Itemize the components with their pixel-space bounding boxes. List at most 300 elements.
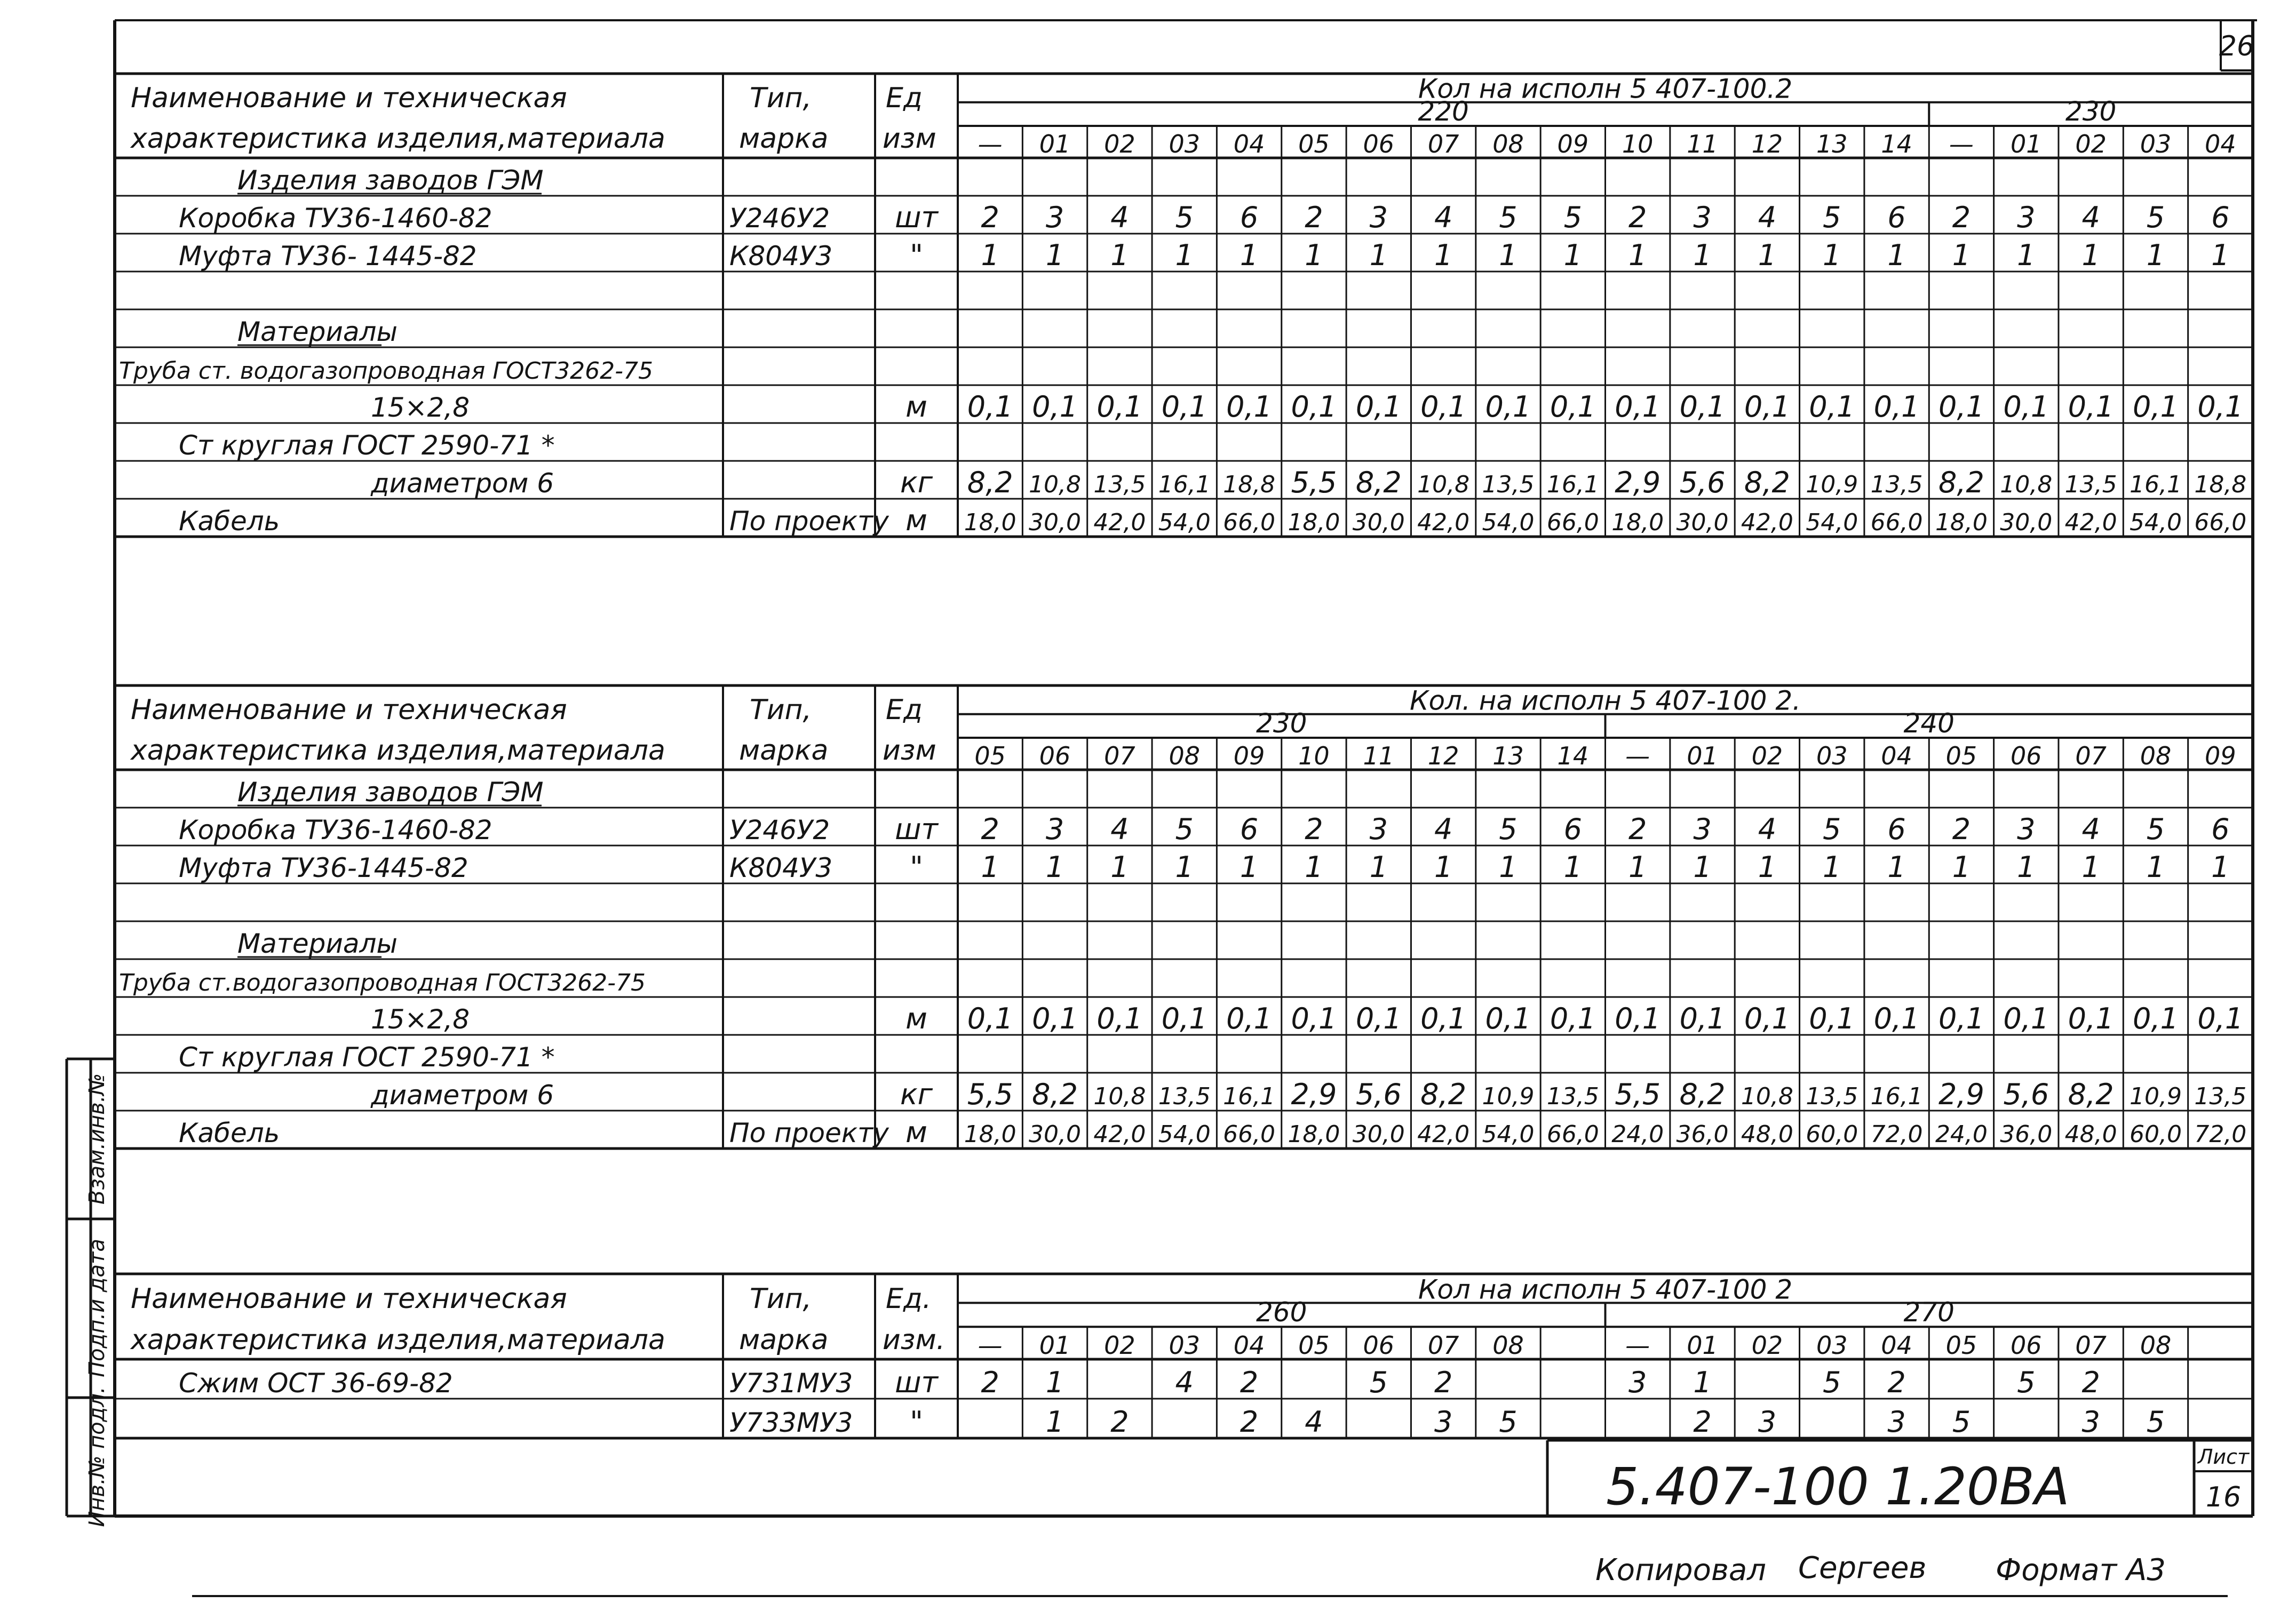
- table-cell: 3: [2017, 201, 2036, 234]
- row-unit: м: [905, 504, 927, 537]
- table-cell: 4: [1434, 201, 1453, 234]
- row-type: У733МУ3: [729, 1407, 853, 1438]
- table-cell: 1: [2082, 850, 2100, 884]
- table-cell: 5: [1369, 1366, 1388, 1399]
- table-cell: 2,9: [1291, 1078, 1337, 1111]
- subcol-label: 01: [1039, 130, 1071, 158]
- subcol-label: 05: [1298, 1331, 1330, 1360]
- row-unit: шт: [895, 1366, 938, 1399]
- table-cell: 0,1: [1226, 1002, 1273, 1035]
- table-cell: 0,1: [1938, 1002, 1984, 1035]
- table-cell: 3: [1369, 812, 1388, 846]
- row-type: У246У2: [729, 815, 830, 846]
- table-cell: 18,0: [1611, 509, 1664, 536]
- subcol-label: 08: [1169, 741, 1200, 770]
- group-label: 220: [1418, 95, 1469, 127]
- subcol-label: 01: [1687, 741, 1718, 770]
- table-cell: 3: [1887, 1405, 1906, 1439]
- table-cell: 4: [2082, 812, 2100, 846]
- table-cell: 54,0: [1482, 1121, 1535, 1148]
- table-cell: 72,0: [1870, 1121, 1923, 1148]
- table-cell: 5,5: [1615, 1078, 1661, 1111]
- table-cell: 2: [981, 1366, 999, 1399]
- table-cell: 2: [981, 201, 999, 234]
- subcol-label: 06: [1039, 741, 1071, 770]
- footer-signature: Сергеев: [1798, 1551, 1927, 1585]
- table-cell: 30,0: [1352, 509, 1405, 536]
- table-cell: 8,2: [1420, 1078, 1467, 1111]
- table-cell: 2: [1628, 201, 1647, 234]
- header-unit-line2: изм: [883, 123, 936, 155]
- table-spec-230-240: [115, 685, 2253, 1149]
- table-cell: 1: [1110, 238, 1129, 272]
- table-cell: 1: [1758, 850, 1777, 884]
- subcol-label: 01: [2011, 130, 2042, 158]
- table-cell: 16,1: [1546, 471, 1599, 498]
- table-cell: 16,1: [1870, 1083, 1923, 1110]
- table-cell: 5: [1823, 201, 1841, 234]
- sheet-label: Лист: [2197, 1445, 2250, 1469]
- table-cell: 0,1: [1873, 1002, 1920, 1035]
- subcol-label: 07: [2075, 741, 2107, 770]
- table-cell: 8,2: [1938, 466, 1984, 499]
- header-name-line2: характеристика изделия,материала: [131, 735, 665, 767]
- table-cell: 0,1: [2068, 1002, 2114, 1035]
- table-cell: 24,0: [1935, 1121, 1988, 1148]
- subcol-label: 01: [1687, 1331, 1718, 1360]
- table-cell: 36,0: [1676, 1121, 1729, 1148]
- subcol-label: 06: [2011, 1331, 2042, 1360]
- table-cell: 10,9: [1482, 1083, 1535, 1110]
- footer-copied: Копировал: [1595, 1553, 1766, 1588]
- row-type: По проекту: [729, 506, 889, 537]
- row-name: Коробка ТУ36-1460-82: [179, 815, 492, 846]
- subcol-label: 12: [1751, 130, 1783, 158]
- subcol-label: 04: [1233, 1331, 1265, 1360]
- row-name: Коробка ТУ36-1460-82: [179, 203, 492, 234]
- table-cell: 0,1: [1550, 1002, 1596, 1035]
- table-cell: 2: [1887, 1366, 1906, 1399]
- table-cell: 0,1: [967, 390, 1013, 424]
- subcol-label: 08: [1492, 130, 1524, 158]
- table-cell: 8,2: [1679, 1078, 1726, 1111]
- table-cell: 1: [1369, 850, 1388, 884]
- table-cell: 0,1: [1291, 390, 1337, 424]
- table-cell: 5: [2017, 1366, 2036, 1399]
- subcol-label: 02: [1104, 130, 1135, 158]
- table-cell: 5,5: [967, 1078, 1013, 1111]
- row-unit: ": [910, 1405, 923, 1439]
- header-name-line1: Наименование и техническая: [131, 694, 567, 727]
- table-cell: 42,0: [1093, 509, 1146, 536]
- header-unit-line1: Ед: [886, 82, 923, 115]
- table-cell: 2,9: [1938, 1078, 1984, 1111]
- group-label: 260: [1256, 1297, 1307, 1328]
- table-cell: 18,0: [964, 1121, 1016, 1148]
- subcol-label: 07: [1427, 130, 1459, 158]
- table-cell: 0,1: [1485, 1002, 1531, 1035]
- table-cell: 66,0: [2194, 509, 2247, 536]
- row-unit: ": [910, 238, 923, 272]
- header-name-line1: Наименование и техническая: [131, 82, 567, 115]
- subcol-label: 05: [974, 741, 1006, 770]
- row-name: Муфта ТУ36-1445-82: [179, 852, 468, 883]
- table-cell: 42,0: [1417, 1121, 1470, 1148]
- table-cell: 2: [1110, 1405, 1129, 1439]
- table-cell: 0,1: [1550, 390, 1596, 424]
- table-cell: 0,1: [1679, 390, 1726, 424]
- table-cell: 30,0: [1352, 1121, 1405, 1148]
- table-cell: 5,6: [1355, 1078, 1402, 1111]
- table-cell: 0,1: [1485, 390, 1531, 424]
- table-cell: 13,5: [1806, 1083, 1858, 1110]
- table-cell: 4: [2082, 201, 2100, 234]
- table-cell: 1: [981, 238, 999, 272]
- subcol-label: 04: [1881, 741, 1912, 770]
- subcol-label: 07: [1427, 1331, 1459, 1360]
- group-label: 230: [2065, 95, 2117, 127]
- table-cell: 66,0: [1546, 1121, 1599, 1148]
- table-cell: 8,2: [967, 466, 1013, 499]
- table-cell: 1: [2211, 850, 2230, 884]
- table-cell: 0,1: [2133, 390, 2179, 424]
- table-cell: 1: [1563, 238, 1583, 272]
- table-cell: 13,5: [1158, 1083, 1211, 1110]
- table-cell: 5: [2146, 1405, 2165, 1439]
- table-cell: 5: [1823, 812, 1841, 846]
- table-cell: 1: [1499, 238, 1518, 272]
- header-type-line1: Тип,: [750, 82, 812, 115]
- table-cell: 1: [1887, 850, 1906, 884]
- subcol-label: 03: [1816, 741, 1848, 770]
- header-unit-line1: Ед.: [886, 1283, 932, 1315]
- table-cell: 1: [2017, 238, 2036, 272]
- row-name: Кабель: [179, 506, 280, 537]
- table-cell: 0,1: [1938, 390, 1984, 424]
- table-cell: 10,9: [1806, 471, 1858, 498]
- table-cell: 4: [1110, 812, 1129, 846]
- table-cell: 66,0: [1870, 509, 1923, 536]
- table-cell: 54,0: [1158, 1121, 1211, 1148]
- row-name: 15×2,8: [371, 392, 470, 423]
- subcol-label: 09: [1557, 130, 1589, 158]
- table-cell: 0,1: [2003, 1002, 2049, 1035]
- table-cell: 5,6: [1679, 466, 1726, 499]
- table-cell: 18,8: [1223, 471, 1276, 498]
- row-unit: шт: [895, 201, 938, 234]
- table-cell: 66,0: [1223, 509, 1276, 536]
- subcol-label: 08: [2140, 1331, 2172, 1360]
- subcol-label: 11: [1687, 130, 1718, 158]
- table-cell: 18,0: [1288, 509, 1340, 536]
- subcol-label: 07: [2075, 1331, 2107, 1360]
- table-cell: 5: [1952, 1405, 1971, 1439]
- table-cell: 5,5: [1291, 466, 1337, 499]
- table-cell: 0,1: [1615, 1002, 1661, 1035]
- header-qty-title: Кол. на исполн 5 407-100 2.: [1409, 685, 1801, 716]
- row-unit: ": [910, 850, 923, 884]
- table-cell: 30,0: [1029, 1121, 1082, 1148]
- table-cell: 1: [2211, 238, 2230, 272]
- subcol-label: 06: [1363, 130, 1395, 158]
- table-cell: 5: [1499, 201, 1518, 234]
- table-cell: 0,1: [2003, 390, 2049, 424]
- table-cell: 1: [1369, 238, 1388, 272]
- table-cell: 5: [1499, 1405, 1518, 1439]
- table-cell: 3: [2082, 1405, 2100, 1439]
- sheet-number: 16: [2205, 1481, 2242, 1513]
- table-cell: 0,1: [1615, 390, 1661, 424]
- table-cell: 1: [1693, 238, 1712, 272]
- header-unit-line2: изм.: [883, 1323, 946, 1356]
- table-cell: 1: [1563, 850, 1583, 884]
- table-cell: 3: [1369, 201, 1388, 234]
- table-cell: 0,1: [2133, 1002, 2179, 1035]
- subcol-label: —: [1949, 130, 1974, 158]
- subcol-label: 02: [1104, 1331, 1135, 1360]
- table-cell: 2: [1952, 201, 1971, 234]
- table-cell: 42,0: [1093, 1121, 1146, 1148]
- table-cell: 1: [1693, 850, 1712, 884]
- table-cell: 0,1: [1161, 390, 1207, 424]
- table-cell: 13,5: [1870, 471, 1923, 498]
- table-cell: 1: [2017, 850, 2036, 884]
- table-cell: 1: [1305, 850, 1323, 884]
- footer-format: Формат А3: [1996, 1553, 2166, 1588]
- table-cell: 10,8: [1093, 1083, 1146, 1110]
- table-cell: 0,1: [2197, 390, 2244, 424]
- table-cell: 1: [2082, 238, 2100, 272]
- row-name: Ст круглая ГОСТ 2590-71 *: [179, 1042, 555, 1073]
- table-cell: 13,5: [1546, 1083, 1599, 1110]
- table-cell: 2: [1305, 201, 1323, 234]
- table-cell: 6: [1887, 201, 1906, 234]
- table-cell: 72,0: [2194, 1121, 2247, 1148]
- subcol-label: 14: [1881, 130, 1912, 158]
- table-cell: 1: [1045, 1405, 1064, 1439]
- row-name: Сжим ОСТ 36-69-82: [179, 1368, 453, 1399]
- table-cell: 66,0: [1223, 1121, 1276, 1148]
- table-cell: 3: [1693, 201, 1712, 234]
- row-name: диаметром 6: [371, 468, 554, 499]
- row-type: У246У2: [729, 203, 830, 234]
- table-cell: 8,2: [1032, 1078, 1078, 1111]
- table-cell: 42,0: [1417, 509, 1470, 536]
- table-cell: 0,1: [1226, 390, 1273, 424]
- group-label: 240: [1903, 707, 1955, 739]
- subcol-label: 08: [2140, 741, 2172, 770]
- table-cell: 4: [1305, 1405, 1323, 1439]
- table-cell: 0,1: [1809, 390, 1855, 424]
- subcol-label: 03: [2140, 130, 2172, 158]
- table-cell: 10,8: [1417, 471, 1470, 498]
- table-cell: 1: [1628, 238, 1647, 272]
- table-cell: 8,2: [1355, 466, 1402, 499]
- table-cell: 1: [1240, 850, 1259, 884]
- subcol-label: 14: [1557, 741, 1589, 770]
- row-name: Ст круглая ГОСТ 2590-71 *: [179, 430, 555, 461]
- table-cell: 42,0: [1741, 509, 1793, 536]
- row-name: Изделия заводов ГЭМ: [237, 777, 544, 808]
- table-cell: 2: [1434, 1366, 1453, 1399]
- table-cell: 1: [2146, 850, 2165, 884]
- table-cell: 3: [2017, 812, 2036, 846]
- subcol-label: 05: [1945, 741, 1977, 770]
- row-name: Материалы: [237, 316, 398, 347]
- row-unit: м: [905, 1115, 927, 1149]
- table-cell: 5: [1175, 201, 1194, 234]
- row-unit: кг: [900, 1078, 933, 1111]
- table-cell: 0,1: [967, 1002, 1013, 1035]
- subcol-label: 13: [1492, 741, 1524, 770]
- table-cell: 10,8: [1029, 471, 1082, 498]
- subcol-label: 01: [1039, 1331, 1071, 1360]
- subcol-label: 02: [1751, 1331, 1783, 1360]
- subcol-label: —: [978, 130, 1003, 158]
- header-unit-line2: изм: [883, 735, 936, 767]
- table-cell: 4: [1175, 1366, 1194, 1399]
- table-cell: 6: [2211, 201, 2230, 234]
- table-cell: 3: [1693, 812, 1712, 846]
- table-cell: 0,1: [1355, 1002, 1402, 1035]
- subcol-label: 02: [2075, 130, 2107, 158]
- table-cell: 4: [1758, 201, 1777, 234]
- table-cell: 1: [1693, 1366, 1712, 1399]
- subcol-label: 02: [1751, 741, 1783, 770]
- header-name-line1: Наименование и техническая: [131, 1283, 567, 1315]
- table-cell: 18,0: [1935, 509, 1988, 536]
- row-name: Труба ст. водогазопроводная ГОСТ3262-75: [119, 357, 653, 385]
- subcol-label: 05: [1298, 130, 1330, 158]
- table-cell: 6: [1240, 812, 1259, 846]
- table-cell: 4: [1434, 812, 1453, 846]
- subcol-label: 03: [1169, 1331, 1200, 1360]
- subcol-label: 05: [1945, 1331, 1977, 1360]
- header-type-line1: Тип,: [750, 694, 812, 727]
- table-cell: 5: [1175, 812, 1194, 846]
- table-cell: 36,0: [2000, 1121, 2053, 1148]
- subcol-label: 03: [1816, 1331, 1848, 1360]
- row-name: Муфта ТУ36- 1445-82: [179, 241, 477, 272]
- table-cell: 2: [1240, 1405, 1259, 1439]
- table-cell: 18,0: [1288, 1121, 1340, 1148]
- side-label-replace: Взам.инв.№: [85, 1073, 109, 1205]
- table-cell: 13,5: [2064, 471, 2117, 498]
- table-cell: 5: [1563, 201, 1583, 234]
- table-cell: 5: [1823, 1366, 1841, 1399]
- table-cell: 0,1: [1032, 390, 1078, 424]
- table-cell: 2: [1240, 1366, 1259, 1399]
- table-cell: 54,0: [2129, 509, 2182, 536]
- table-cell: 0,1: [1032, 1002, 1078, 1035]
- header-qty-title: Кол на исполн 5 407-100.2: [1418, 73, 1793, 105]
- table-cell: 1: [1045, 238, 1064, 272]
- table-cell: 2: [1693, 1405, 1712, 1439]
- row-unit: м: [905, 1002, 927, 1035]
- table-cell: 0,1: [1744, 390, 1790, 424]
- subcol-label: 11: [1363, 741, 1395, 770]
- table-cell: 1: [1045, 1366, 1064, 1399]
- row-type: У731МУ3: [729, 1368, 853, 1399]
- subcol-label: —: [1625, 741, 1650, 770]
- header-type-line1: Тип,: [750, 1283, 812, 1315]
- table-cell: 3: [1045, 812, 1064, 846]
- row-name: Труба ст.водогазопроводная ГОСТ3262-75: [119, 969, 646, 996]
- table-cell: 0,1: [1161, 1002, 1207, 1035]
- table-cell: 8,2: [1744, 466, 1790, 499]
- subcol-label: 03: [1169, 130, 1200, 158]
- row-type: К804У3: [729, 852, 833, 883]
- subcol-label: 04: [1233, 130, 1265, 158]
- table-cell: 0,1: [2197, 1002, 2244, 1035]
- table-cell: 2: [2082, 1366, 2100, 1399]
- table-cell: 0,1: [1744, 1002, 1790, 1035]
- table-cell: 48,0: [1741, 1121, 1793, 1148]
- row-name: Кабель: [179, 1118, 280, 1149]
- table-cell: 1: [1823, 238, 1841, 272]
- row-type: К804У3: [729, 241, 833, 272]
- table-cell: 2,9: [1615, 466, 1661, 499]
- stamp-code: 5.407-100 1.20ВА: [1606, 1457, 2070, 1517]
- table-clamps-260-270: [115, 1274, 2253, 1439]
- table-cell: 54,0: [1158, 509, 1211, 536]
- header-name-line2: характеристика изделия,материала: [131, 123, 665, 155]
- table-cell: 0,1: [1355, 390, 1402, 424]
- table-cell: 1: [2146, 238, 2165, 272]
- subcol-label: 06: [2011, 741, 2042, 770]
- side-label-signature: Подп.и дата: [85, 1239, 109, 1377]
- table-cell: 1: [1175, 238, 1194, 272]
- row-name: Изделия заводов ГЭМ: [237, 165, 544, 196]
- row-unit: кг: [900, 466, 933, 499]
- table-cell: 18,0: [964, 509, 1016, 536]
- table-cell: 16,1: [1223, 1083, 1276, 1110]
- table-cell: 0,1: [1420, 1002, 1467, 1035]
- page-number: 26: [2219, 30, 2255, 62]
- table-cell: 10,9: [2129, 1083, 2182, 1110]
- table-cell: 1: [1045, 850, 1064, 884]
- subcol-label: 10: [1622, 130, 1654, 158]
- subcol-label: 10: [1298, 741, 1330, 770]
- table-spec-220-230: [115, 74, 2253, 537]
- table-cell: 6: [2211, 812, 2230, 846]
- table-cell: 42,0: [2064, 509, 2117, 536]
- table-cell: 66,0: [1546, 509, 1599, 536]
- table-cell: 48,0: [2064, 1121, 2117, 1148]
- row-unit: шт: [895, 812, 938, 846]
- table-cell: 2: [1628, 812, 1647, 846]
- table-cell: 3: [1045, 201, 1064, 234]
- table-cell: 6: [1563, 812, 1583, 846]
- table-cell: 1: [1758, 238, 1777, 272]
- header-qty-title: Кол на исполн 5 407-100 2: [1418, 1274, 1793, 1305]
- table-cell: 1: [1110, 850, 1129, 884]
- table-cell: 4: [1110, 201, 1129, 234]
- table-cell: 10,8: [2000, 471, 2053, 498]
- subcol-label: 13: [1816, 130, 1848, 158]
- subcol-label: 08: [1492, 1331, 1524, 1360]
- subcol-label: —: [978, 1331, 1003, 1360]
- table-cell: 1: [1952, 850, 1971, 884]
- table-cell: 24,0: [1611, 1121, 1664, 1148]
- subcol-label: 04: [2205, 130, 2236, 158]
- table-cell: 13,5: [2194, 1083, 2247, 1110]
- table-cell: 5: [1499, 812, 1518, 846]
- table-cell: 5: [2146, 812, 2165, 846]
- subcol-label: 12: [1427, 741, 1459, 770]
- table-cell: 18,8: [2194, 471, 2247, 498]
- table-cell: 8,2: [2068, 1078, 2114, 1111]
